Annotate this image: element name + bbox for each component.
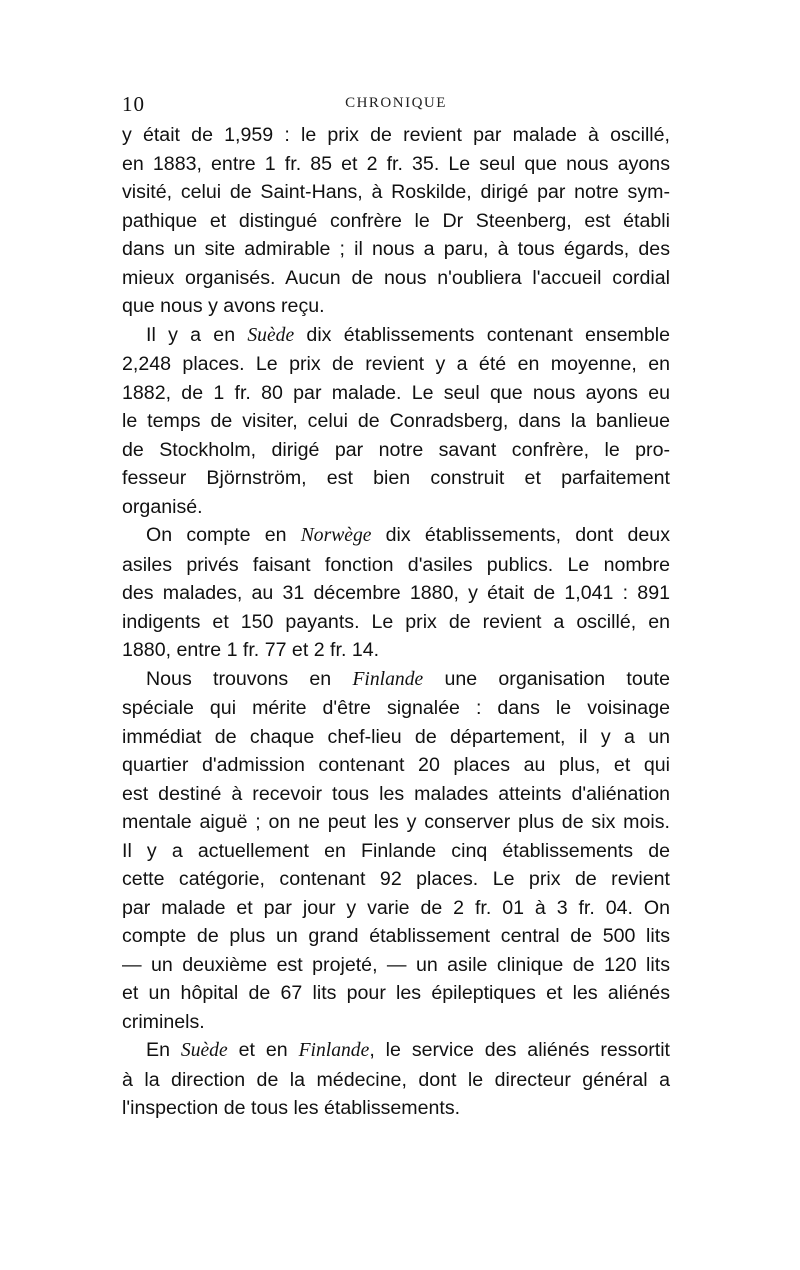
text-segment: asiles privés faisant fonction d'asiles publics. Le nombre xyxy=(122,553,670,576)
text-line xyxy=(122,264,670,293)
text-line xyxy=(122,723,670,752)
text-segment: de Stockholm, dirigé par notre savant confrère, le pro- xyxy=(122,438,670,461)
text-line xyxy=(122,292,670,321)
text-segment: indigents et 150 payants. Le prix de revient a oscillé, en xyxy=(122,610,670,633)
italic-place-name: Norwège xyxy=(300,525,372,546)
text-line xyxy=(122,865,670,894)
text-line xyxy=(122,1094,670,1123)
paragraph xyxy=(122,321,670,522)
text-line xyxy=(122,922,670,951)
text-segment: dans un site admirable ; il nous a paru, à tous égards, des xyxy=(122,238,670,260)
text-line xyxy=(122,207,670,236)
text-line xyxy=(122,493,670,522)
text-line xyxy=(122,808,670,837)
text-segment: — un deuxième est projeté, — un asile clinique de 120 lits xyxy=(122,953,670,976)
text-line xyxy=(122,150,670,179)
text-segment: compte de plus un grand établissement central de 500 lits xyxy=(122,925,670,947)
text-line xyxy=(122,751,670,780)
italic-place-name: Finlande xyxy=(298,1040,370,1061)
text-line xyxy=(122,665,670,695)
text-segment: 2,248 places. Le prix de revient y a été en moyenne, en xyxy=(122,353,670,375)
text-segment: des malades, au 31 décembre 1880, y était de 1,041 : 891 xyxy=(122,582,670,604)
text-segment: mieux organisés. Aucun de nous n'oubliera l'accueil cordial xyxy=(122,266,670,289)
body-text xyxy=(122,121,670,1123)
text-segment: quartier d'admission contenant 20 places au plus, et qui xyxy=(122,754,670,776)
text-line xyxy=(122,579,670,608)
text-segment: Nous trouvons en xyxy=(146,667,353,690)
text-line xyxy=(122,551,670,580)
text-line xyxy=(122,1066,670,1095)
text-segment: dix établissements, dont deux xyxy=(371,524,670,546)
text-line xyxy=(122,1036,670,1066)
text-segment: pathique et distingué confrère le Dr Steenberg, est établi xyxy=(122,209,670,232)
text-segment: que nous y avons reçu. xyxy=(122,295,325,317)
text-line xyxy=(122,321,670,351)
text-segment: à la direction de la médecine, dont le directeur général a xyxy=(122,1068,670,1091)
text-segment: en 1883, entre 1 fr. 85 et 2 fr. 35. Le seul que nous ayons xyxy=(122,152,670,175)
text-line xyxy=(122,379,670,408)
text-segment: immédiat de chaque chef-lieu de département, il y a un xyxy=(122,725,670,748)
running-title: CHRONIQUE xyxy=(345,95,447,111)
text-segment: 1880, entre 1 fr. 77 et 2 fr. 14. xyxy=(122,639,380,661)
text-segment: par malade et par jour y varie de 2 fr. 01 à 3 fr. 04. On xyxy=(122,896,670,919)
text-segment: le temps de visiter, celui de Conradsberg, dans la banlieue xyxy=(122,410,670,432)
text-segment: criminels. xyxy=(122,1010,205,1033)
paragraph xyxy=(122,1036,670,1123)
text-segment: On compte en xyxy=(146,524,301,546)
text-segment: dix établissements contenant ensemble xyxy=(294,323,670,346)
text-line xyxy=(122,608,670,637)
text-line xyxy=(122,694,670,723)
italic-place-name: Finlande xyxy=(352,668,424,690)
text-segment: et en xyxy=(227,1039,299,1061)
text-line xyxy=(122,894,670,923)
text-segment: spéciale qui mérite d'être signalée : dans le voisinage xyxy=(122,697,670,719)
text-line xyxy=(122,235,670,264)
paragraph xyxy=(122,521,670,665)
italic-place-name: Suède xyxy=(180,1040,228,1061)
text-segment: l'inspection de tous les établissements. xyxy=(122,1097,461,1119)
page-number: 10 xyxy=(122,92,145,116)
text-line xyxy=(122,350,670,379)
paragraph xyxy=(122,121,670,321)
text-segment: est destiné à recevoir tous les malades atteints d'aliénation xyxy=(122,782,670,805)
text-segment: une organisation toute xyxy=(423,667,670,690)
text-segment: cette catégorie, contenant 92 places. Le prix de revient xyxy=(122,868,670,890)
text-line xyxy=(122,121,670,150)
text-line xyxy=(122,464,670,493)
paragraph xyxy=(122,665,670,1037)
text-line xyxy=(122,178,670,207)
text-segment: y était de 1,959 : le prix de revient par malade à oscillé, xyxy=(122,124,670,146)
text-segment: fesseur Björnström, est bien construit et parfaitement xyxy=(122,467,670,489)
text-segment: Il y a en xyxy=(146,323,248,346)
text-line xyxy=(122,837,670,866)
text-segment: et un hôpital de 67 lits pour les épileptiques et les aliénés xyxy=(122,982,670,1004)
text-segment: visité, celui de Saint-Hans, à Roskilde, dirigé par notre sym- xyxy=(122,181,670,203)
text-line xyxy=(122,436,670,465)
text-segment: , le service des aliénés ressortit xyxy=(369,1039,670,1061)
text-segment: organisé. xyxy=(122,495,203,518)
text-segment: 1882, de 1 fr. 80 par malade. Le seul que nous ayons eu xyxy=(122,381,670,404)
text-line xyxy=(122,780,670,809)
text-line xyxy=(122,636,670,665)
italic-place-name: Suède xyxy=(247,324,295,346)
text-segment: En xyxy=(146,1039,181,1061)
text-segment: mentale aiguë ; on ne peut les y conserver plus de six mois. xyxy=(122,811,670,833)
text-line xyxy=(122,951,670,980)
text-line xyxy=(122,521,670,551)
text-segment: Il y a actuellement en Finlande cinq établissements de xyxy=(122,839,670,862)
page-header xyxy=(122,92,670,118)
text-line xyxy=(122,979,670,1008)
text-line xyxy=(122,1008,670,1037)
text-line xyxy=(122,407,670,436)
